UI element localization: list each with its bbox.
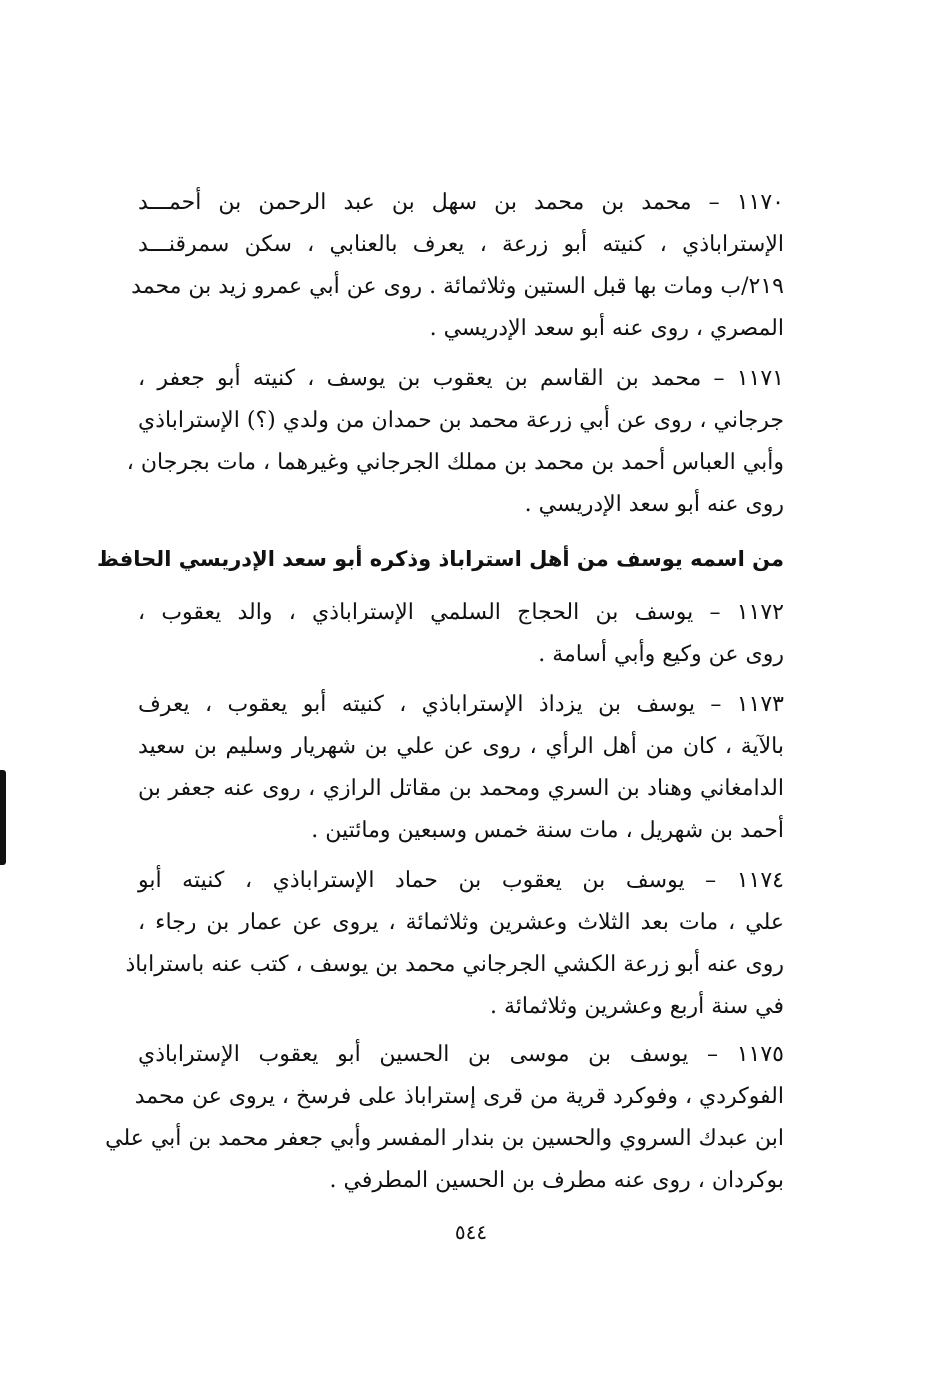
entry-line: ١١٧١ – محمد بن القاسم بن يعقوب بن يوسف ، كنيته أبو جعفر ، bbox=[138, 366, 784, 391]
entry-line: بوكردان ، روى عنه مطرف بن الحسين المطرفي . bbox=[329, 1168, 784, 1193]
section-heading: من اسمه يوسف من أهل استراباذ وذكره أبو سعد الإدريسي الحافظ bbox=[97, 547, 784, 571]
entry-line: ١١٧٥ – يوسف بن موسى بن الحسين أبو يعقوب الإستراباذي bbox=[138, 1042, 784, 1067]
scan-edge-mark bbox=[0, 770, 6, 865]
entry-1173 bbox=[138, 684, 784, 852]
entry-line: ١١٧٣ – يوسف بن يزداذ الإستراباذي ، كنيته أبو يعقوب ، يعرف bbox=[138, 692, 784, 717]
entry-line: بالآية ، كان من أهل الرأي ، روى عن علي بن شهريار وسليم بن سعيد bbox=[138, 734, 784, 759]
entry-1174 bbox=[125, 860, 784, 1028]
entry-line: الإستراباذي ، كنيته أبو زرعة ، يعرف بالعنابي ، سكن سمرقنـــد bbox=[138, 232, 784, 257]
entry-line: ٢١٩/ب ومات بها قبل الستين وثلاثمائة . روى عن أبي عمرو زيد بن محمد bbox=[131, 274, 784, 299]
entry-line: روى عنه أبو سعد الإدريسي . bbox=[524, 492, 784, 517]
entry-line: في سنة أربع وعشرين وثلاثمائة . bbox=[490, 994, 784, 1019]
entry-line: الفوكردي ، وفوكرد قرية من قرى إستراباذ على فرسخ ، يروى عن محمد bbox=[134, 1084, 784, 1109]
entry-line: روى عن وكيع وأبي أسامة . bbox=[538, 642, 784, 667]
entry-1170 bbox=[131, 182, 784, 350]
entry-1175 bbox=[105, 1034, 784, 1202]
entry-line: وأبي العباس أحمد بن محمد بن مملك الجرجاني وغيرهما ، مات بجرجان ، bbox=[126, 450, 784, 475]
entry-line: ١١٧٤ – يوسف بن يعقوب بن حماد الإستراباذي ، كنيته أبو bbox=[138, 868, 784, 893]
entry-line: ابن عبدك السروي والحسين بن بندار المفسر وأبي جعفر محمد بن أبي علي bbox=[105, 1126, 784, 1151]
entry-line: المصري ، روى عنه أبو سعد الإدريسي . bbox=[429, 316, 784, 341]
page-number: ٥٤٤ bbox=[454, 1220, 488, 1244]
entry-line: ١١٧٠ – محمد بن محمد بن سهل بن عبد الرحمن بن أحمـــد bbox=[138, 190, 784, 215]
entry-line: روى عنه أبو زرعة الكشي الجرجاني محمد بن يوسف ، كتب عنه باستراباذ bbox=[125, 952, 784, 977]
entry-line: علي ، مات بعد الثلاث وعشرين وثلاثمائة ، يروى عن عمار بن رجاء ، bbox=[138, 910, 784, 935]
entry-1171 bbox=[126, 358, 784, 526]
entry-line: جرجاني ، روى عن أبي زرعة محمد بن حمدان من ولدي (؟) الإستراباذي bbox=[138, 408, 784, 433]
entry-1172 bbox=[138, 592, 784, 676]
entry-line: ١١٧٢ – يوسف بن الحجاج السلمي الإستراباذي ، والد يعقوب ، bbox=[138, 600, 784, 625]
entry-line: أحمد بن شهريل ، مات سنة خمس وسبعين ومائتين . bbox=[311, 818, 784, 843]
entry-line: الدامغاني وهناد بن السري ومحمد بن مقاتل الرازي ، روى عنه جعفر بن bbox=[138, 776, 784, 801]
